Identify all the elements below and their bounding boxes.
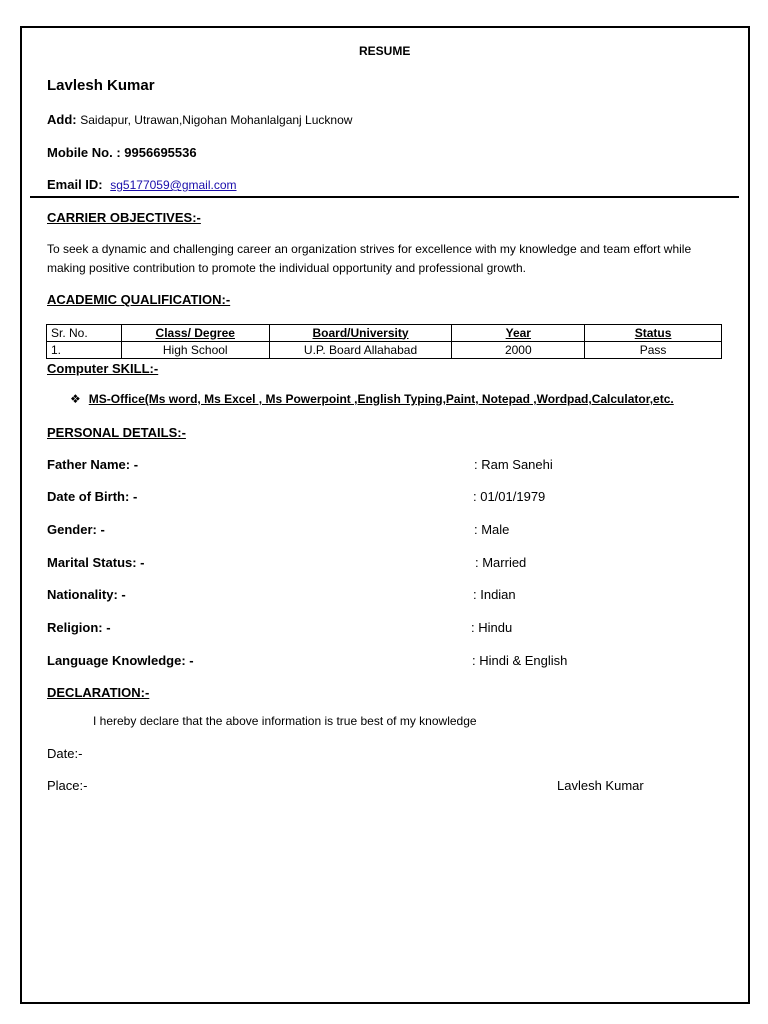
table-row: [47, 342, 722, 359]
applicant-name: Lavlesh Kumar: [47, 77, 155, 94]
nationality-value: : Indian: [473, 587, 516, 602]
gender-label: Gender: -: [47, 522, 105, 537]
declaration-heading: DECLARATION:-: [47, 685, 150, 700]
objectives-text: To seek a dynamic and challenging career an organization strives for excellence with my knowledge and team effort while making positive contribution to promote the individual opportunity and professional growth.: [47, 242, 692, 275]
table-cell: U.P. Board Allahabad: [269, 342, 452, 359]
resume-title: RESUME: [359, 44, 411, 58]
skills-heading: Computer SKILL:-: [47, 361, 159, 376]
email-label: Email ID:: [47, 177, 103, 192]
gender-value: : Male: [474, 522, 510, 537]
table-header-row: [47, 325, 722, 342]
mobile-line: [47, 145, 197, 160]
signature-name: Lavlesh Kumar: [557, 778, 644, 793]
personal-heading: PERSONAL DETAILS:-: [47, 425, 186, 440]
language-value: : Hindi & English: [472, 653, 568, 668]
dob-label: Date of Birth: -: [47, 489, 138, 504]
nationality-label: Nationality: -: [47, 587, 126, 602]
objectives-heading: CARRIER OBJECTIVES:-: [47, 210, 201, 225]
date-label: Date:-: [47, 746, 83, 761]
marital-label: Marital Status: -: [47, 555, 145, 570]
address-value: Saidapur, Utrawan,Nigohan Mohanlalganj Lucknow: [80, 113, 353, 127]
mobile-label: Mobile No. :: [47, 145, 121, 160]
skills-item: [70, 392, 674, 406]
column-header: Class/ Degree: [121, 325, 269, 342]
address-label: Add:: [47, 112, 77, 127]
address-line: [47, 112, 352, 127]
diamond-bullet-icon: ❖: [70, 392, 81, 406]
email-line: [47, 177, 237, 192]
table-cell: High School: [121, 342, 269, 359]
column-header: Board/University: [269, 325, 452, 342]
language-label: Language Knowledge: -: [47, 653, 194, 668]
father-label: Father Name: -: [47, 457, 139, 472]
column-header: Status: [585, 325, 722, 342]
academic-heading: ACADEMIC QUALIFICATION:-: [47, 292, 231, 307]
declaration-text: I hereby declare that the above information is true best of my knowledge: [93, 714, 477, 728]
marital-value: : Married: [475, 555, 527, 570]
skills-text: MS-Office(Ms word, Ms Excel , Ms Powerpoint ,English Typing,Paint, Notepad ,Wordpad,Calculator,etc.: [88, 392, 674, 406]
column-header: Year: [452, 325, 585, 342]
table-cell: Pass: [585, 342, 722, 359]
father-value: : Ram Sanehi: [474, 457, 553, 472]
religion-value: : Hindu: [471, 620, 513, 635]
qualification-table: [46, 324, 722, 359]
religion-label: Religion: -: [47, 620, 111, 635]
table-cell: 2000: [452, 342, 585, 359]
place-label: Place:-: [47, 778, 88, 793]
mobile-value: 9956695536: [124, 145, 197, 160]
header-divider: [30, 196, 739, 198]
table-cell: 1.: [47, 342, 122, 359]
page-border: [20, 26, 750, 1004]
dob-value: : 01/01/1979: [473, 489, 546, 504]
email-link[interactable]: sg5177059@gmail.com: [110, 178, 237, 192]
column-header: Sr. No.: [47, 325, 122, 342]
